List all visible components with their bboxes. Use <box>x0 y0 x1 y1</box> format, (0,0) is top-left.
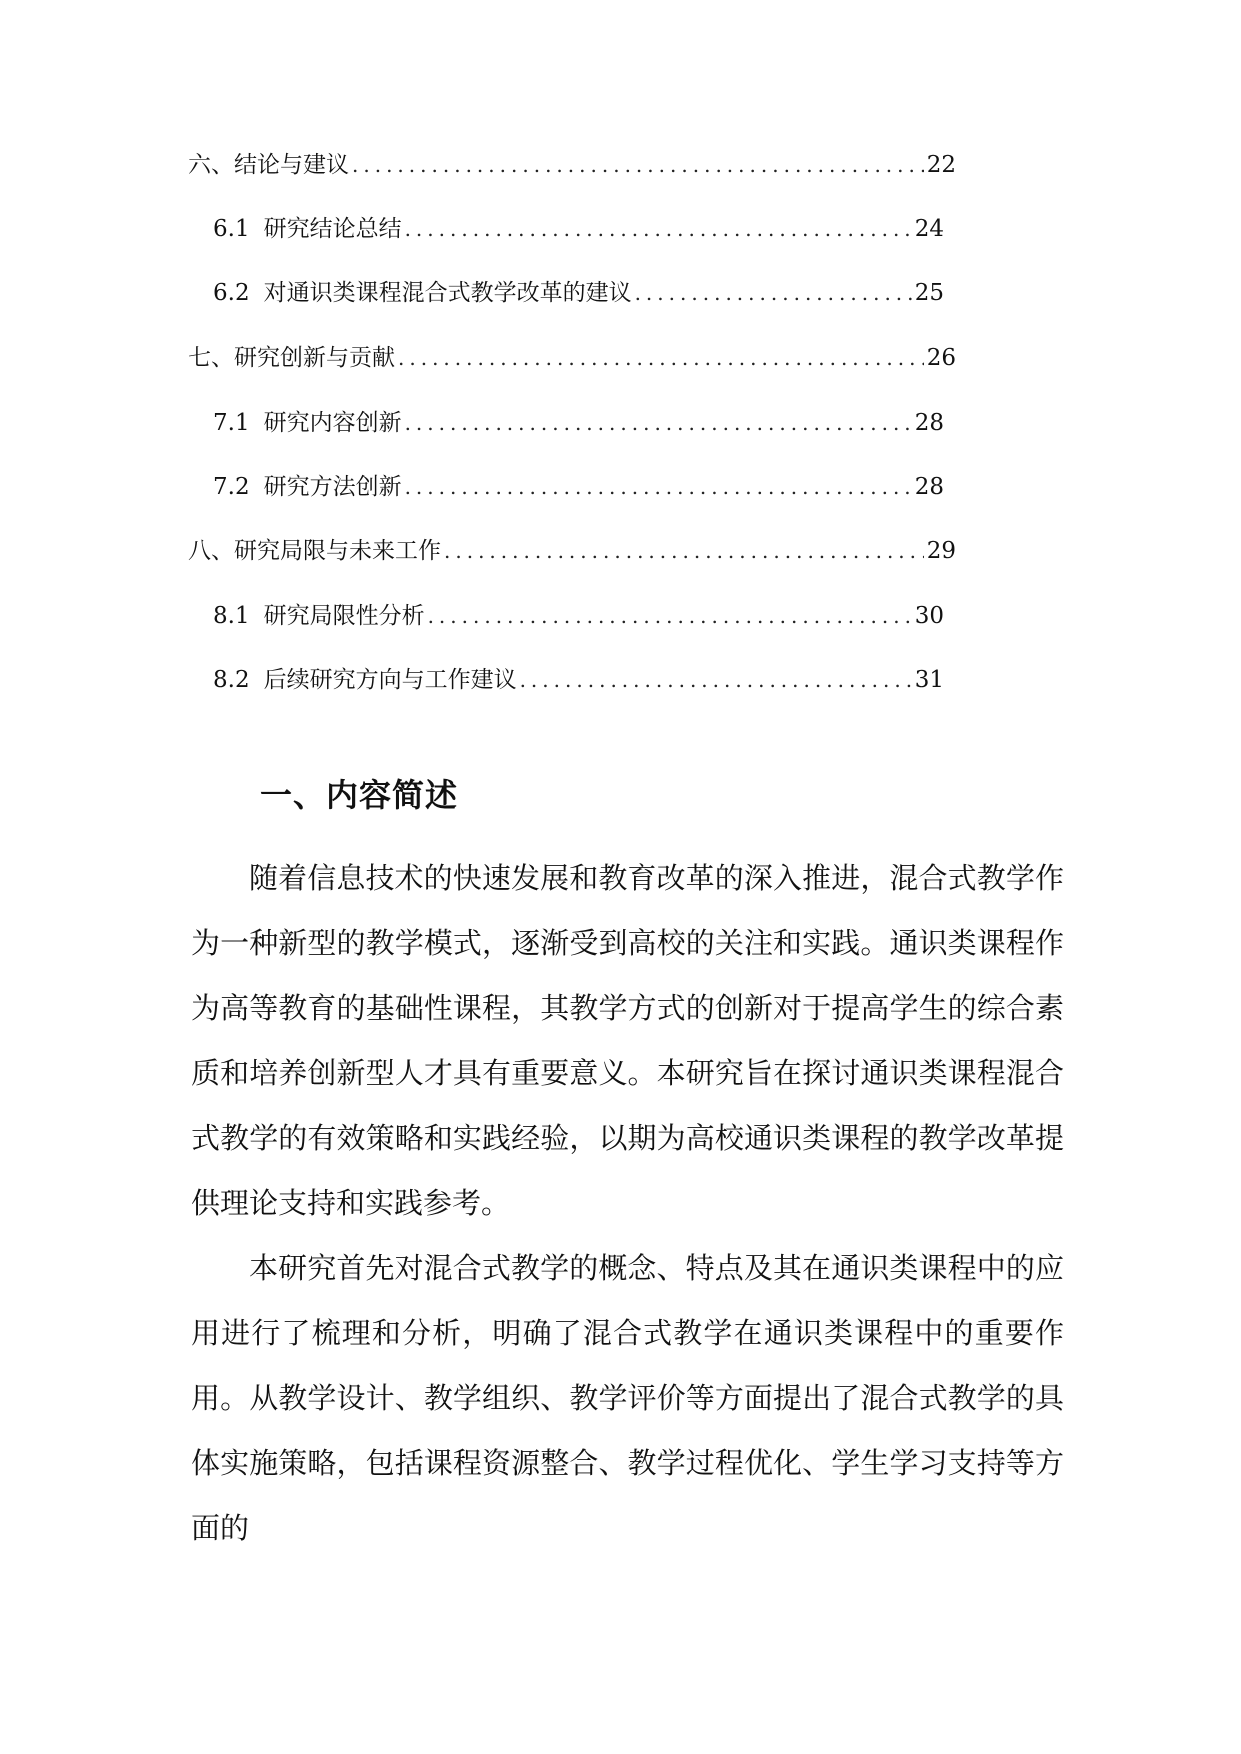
toc-entry-8-2[interactable] <box>213 655 944 695</box>
toc-page-number: 26 <box>926 345 956 371</box>
toc-dot-leader <box>428 601 912 631</box>
toc-dot-leader <box>405 408 912 438</box>
toc-entry-number: 6.2 <box>213 280 250 306</box>
toc-page-number: 28 <box>914 474 944 500</box>
toc-entry-number: 8.1 <box>213 603 250 629</box>
toc-entry-title: 研究结论总结 <box>263 216 402 242</box>
toc-page-number: 30 <box>914 603 944 629</box>
toc-page-number: 31 <box>914 667 944 693</box>
toc-entry-chapter-7[interactable] <box>188 333 956 373</box>
toc-page-number: 29 <box>926 538 956 564</box>
toc-entry-title: 对通识类课程混合式教学改革的建议 <box>263 280 632 306</box>
toc-entry-title: 后续研究方向与工作建议 <box>263 667 517 693</box>
toc-entry-7-2[interactable] <box>213 462 944 502</box>
toc-entry-title: 八、研究局限与未来工作 <box>188 538 441 564</box>
toc-entry-chapter-6[interactable] <box>188 140 956 180</box>
body-paragraph: 随着信息技术的快速发展和教育改革的深入推进，混合式教学作为一种新型的教学模式，逐渐受到高校的关注和实践。通识类课程作为高等教育的基础性课程，其教学方式的创新对于提高学生的综合素质和培养创新型人才具有重要意义。本研究旨在探讨通识类课程混合式教学的有效策略和实践经验，以期为高校通识类课程的教学改革提供理论支持和实践参考。 <box>191 861 1064 1220</box>
toc-entry-6-2[interactable] <box>213 268 944 308</box>
toc-entry-6-1[interactable] <box>213 204 944 244</box>
toc-dot-leader <box>444 536 924 566</box>
toc-entry-title: 六、结论与建议 <box>188 152 349 178</box>
toc-entry-title: 研究方法创新 <box>263 474 402 500</box>
toc-entry-number: 7.2 <box>213 474 250 500</box>
toc-entry-8-1[interactable] <box>213 591 944 631</box>
toc-dot-leader <box>405 214 912 244</box>
toc-dot-leader <box>635 278 912 308</box>
toc-entry-number: 7.1 <box>213 410 250 436</box>
toc-dot-leader <box>352 150 924 180</box>
toc-entry-title: 研究局限性分析 <box>263 603 425 629</box>
toc-dot-leader <box>520 665 912 695</box>
toc-page-number: 22 <box>926 152 956 178</box>
toc-entry-title: 七、研究创新与贡献 <box>188 345 395 371</box>
body-paragraph: 本研究首先对混合式教学的概念、特点及其在通识类课程中的应用进行了梳理和分析，明确了混合式教学在通识类课程中的重要作用。从教学设计、教学组织、教学评价等方面提出了混合式教学的具体实施策略，包括课程资源整合、教学过程优化、学生学习支持等方面的 <box>191 1251 1064 1545</box>
toc-dot-leader <box>405 472 912 502</box>
toc-dot-leader <box>398 343 924 373</box>
toc-entry-7-1[interactable] <box>213 398 944 438</box>
toc-page-number: 24 <box>914 216 944 242</box>
toc-entry-number: 8.2 <box>213 667 250 693</box>
section-body <box>191 846 1064 1561</box>
toc-page-number: 28 <box>914 410 944 436</box>
toc-page-number: 25 <box>914 280 944 306</box>
toc-entry-chapter-8[interactable] <box>188 526 956 566</box>
section-heading: 一、内容简述 <box>260 776 459 814</box>
toc-entry-number: 6.1 <box>213 216 250 242</box>
toc-entry-title: 研究内容创新 <box>263 410 402 436</box>
